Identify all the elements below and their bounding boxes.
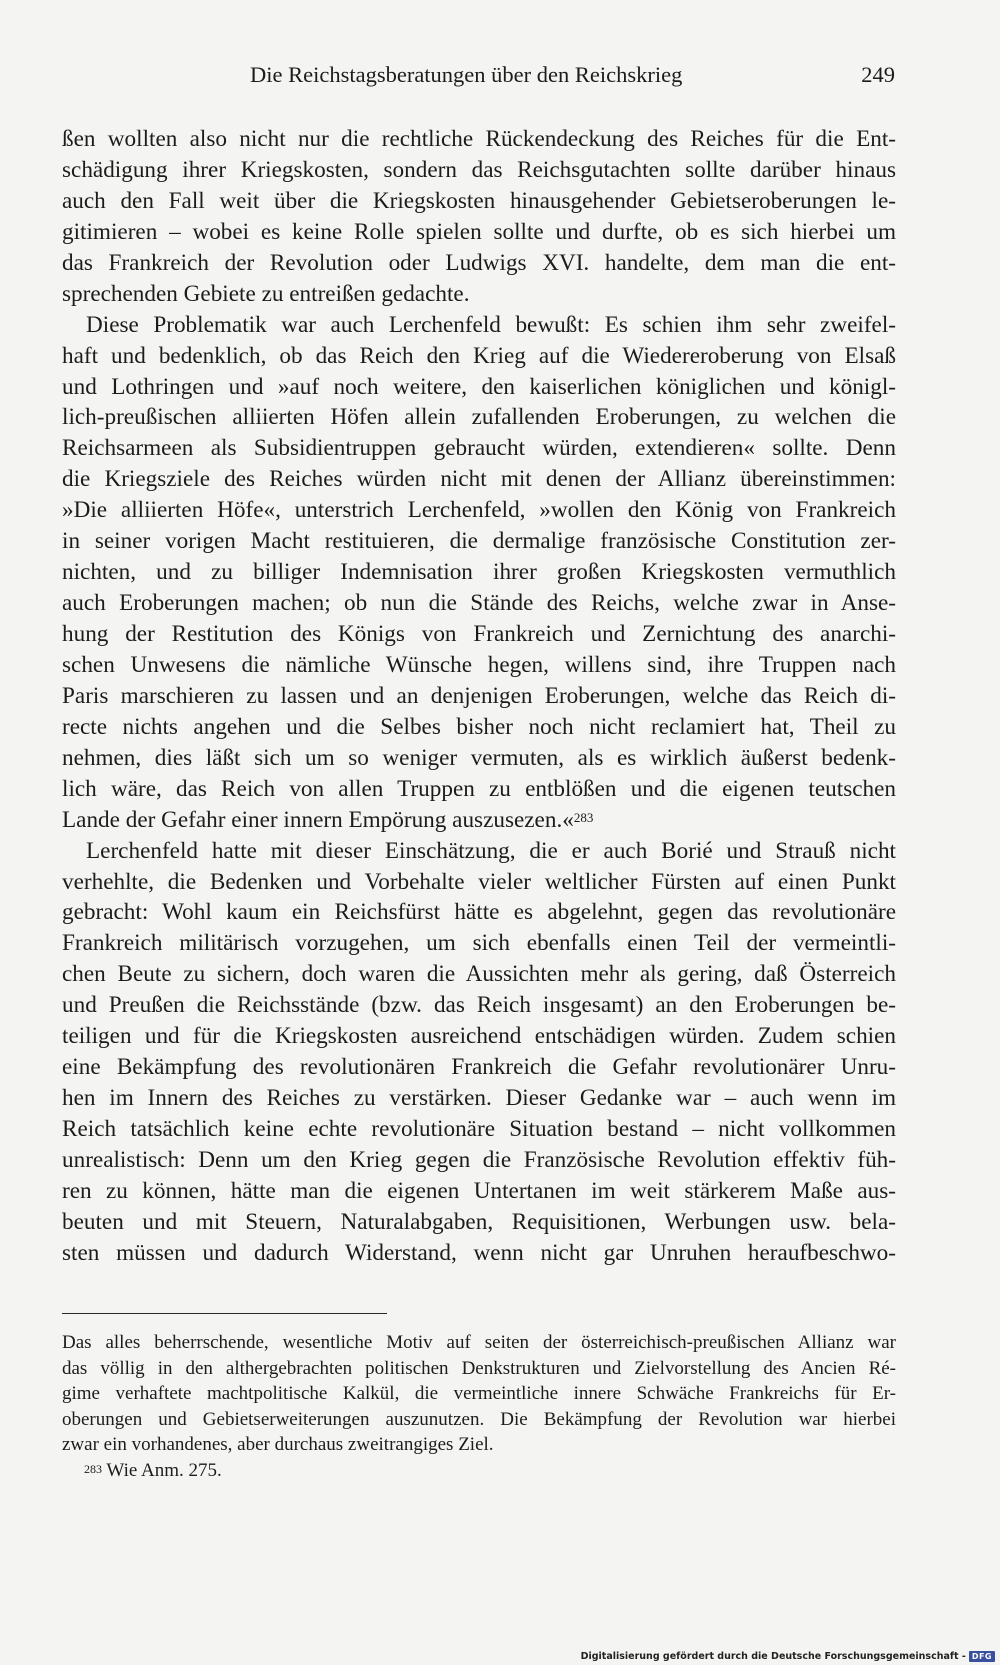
- page-number: 249: [861, 62, 895, 87]
- text-line: [62, 805, 896, 836]
- text-line: lich wäre, das Reich von allen Truppen zu entblößen und die eigenen teutschen: [62, 775, 896, 802]
- text-line: Diese Problematik war auch Lerchenfeld bewußt: Es schien ihm sehr zweifel-: [86, 311, 896, 338]
- text-line: haft und bedenklich, ob das Reich den Krieg auf die Wiedereroberung von Elsaß: [62, 342, 896, 369]
- text-line: Frankreich militärisch vorzugehen, um sich ebenfalls einen Teil der vermeintli-: [62, 930, 896, 957]
- text-line: recte nichts angehen und die Selbes bisher noch nicht reclamiert hat, Theil zu: [62, 713, 896, 740]
- running-title: Die Reichstagsberatungen über den Reichskrieg: [250, 62, 683, 87]
- text-line: unrealistisch: Denn um den Krieg gegen die Französische Revolution effektiv füh-: [62, 1146, 896, 1173]
- footnote-line: Das alles beherrschende, wesentliche Motiv auf seiten der österreichisch-preußischen Allianz war: [62, 1332, 896, 1353]
- text-line: nichten, und zu billiger Indemnisation ihrer großen Kriegskosten vermuthlich: [62, 559, 896, 586]
- text-line: Reichsarmeen als Subsidientruppen gebraucht würden, extendieren« sollte. Denn: [62, 435, 896, 462]
- footnote-line: gime verhaftete machtpolitische Kalkül, die vermeintliche innere Schwäche Frankreichs für Er-: [62, 1383, 896, 1405]
- footnote-line: oberungen und Gebietserweiterungen auszunutzen. Die Bekämpfung der Revolution war hierbei: [62, 1408, 896, 1430]
- text-line: Reich tatsächlich keine echte revolutionäre Situation bestand – nicht vollkommen: [62, 1116, 896, 1142]
- text-line: beuten und mit Steuern, Naturalabgaben, Requisitionen, Werbungen usw. bela-: [62, 1208, 896, 1235]
- text-line: hung der Restitution des Königs von Frankreich und Zernichtung des anarchi-: [62, 621, 896, 647]
- footnote-283: [62, 1458, 896, 1484]
- footnote-reference: 283: [573, 809, 594, 825]
- text-line: gitimieren – wobei es keine Rolle spielen sollte und durfte, ob es sich hierbei um: [62, 218, 896, 245]
- text-line: schen Unwesens die nämliche Wünsche hegen, willens sind, ihre Truppen nach: [62, 651, 896, 678]
- footnotes: [62, 1330, 896, 1484]
- text-line: hen im Innern des Reiches zu verstärken. Dieser Gedanke war – auch wenn im: [62, 1085, 896, 1112]
- text-line: in seiner vorigen Macht restituieren, die dermalige französische Constitution zer-: [62, 528, 896, 555]
- text-line: auch Eroberungen machen; ob nun die Stände des Reichs, welche zwar in Anse-: [62, 590, 896, 617]
- text-line: ßen wollten also nicht nur die rechtliche Rückendeckung des Reiches für die Ent-: [62, 126, 896, 152]
- dfg-logo: DFG: [969, 1651, 995, 1662]
- footnote-line: das völlig in den althergebrachten politischen Denkstrukturen und Zielvorstellung des Ancien Ré-: [62, 1357, 896, 1379]
- text-line: verhehlte, die Bedenken und Vorbehalte vieler weltlicher Fürsten auf einen Punkt: [62, 868, 896, 895]
- credit-text: Digitalisierung gefördert durch die Deutsche Forschungsgemeinschaft -: [580, 1650, 966, 1662]
- footnote-number: 283: [84, 1461, 102, 1476]
- text-line: und Lothringen und »auf noch weitere, den kaiserlichen königlichen und königl-: [62, 373, 896, 400]
- text-line-content: Lande der Gefahr einer innern Empörung auszusezen.«: [62, 806, 574, 833]
- text-line: sprechenden Gebiete zu entreißen gedachte.: [62, 280, 470, 307]
- text-line: chen Beute zu sichern, doch waren die Aussichten mehr als gering, daß Österreich: [62, 961, 896, 988]
- text-line: lich-preußischen alliierten Höfen allein zufallenden Eroberungen, zu welchen die: [62, 404, 896, 431]
- digitization-credit: [581, 1649, 995, 1663]
- body-text: [62, 124, 896, 1269]
- text-line: nehmen, dies läßt sich um so weniger vermuten, als es wirklich äußerst bedenk-: [62, 744, 896, 771]
- text-line: Paris marschieren zu lassen und an denjenigen Eroberungen, welche das Reich di-: [62, 682, 896, 709]
- text-line: eine Bekämpfung des revolutionären Frankreich die Gefahr revolutionärer Unru-: [62, 1054, 896, 1081]
- footnote-divider: [62, 1313, 387, 1314]
- text-line: gebracht: Wohl kaum ein Reichsfürst hätte es abgelehnt, gegen das revolutionäre: [62, 899, 896, 926]
- text-line: und Preußen die Reichsstände (bzw. das Reich insgesamt) an den Eroberungen be-: [62, 992, 896, 1019]
- running-header: [250, 62, 895, 98]
- text-line: teiligen und für die Kriegskosten ausreichend entschädigen würden. Zudem schien: [62, 1023, 896, 1050]
- text-line: das Frankreich der Revolution oder Ludwigs XVI. handelte, dem man die ent-: [62, 249, 896, 276]
- text-line: auch den Fall weit über die Kriegskosten hinausgehender Gebietseroberungen le-: [62, 187, 896, 214]
- text-line: schädigung ihrer Kriegskosten, sondern das Reichsgutachten sollte darüber hinaus: [62, 156, 896, 183]
- text-line: Lerchenfeld hatte mit dieser Einschätzung, die er auch Borié und Strauß nicht: [86, 837, 896, 864]
- text-line: ren zu können, hätte man die eigenen Untertanen im weit stärkerem Maße aus-: [62, 1177, 896, 1204]
- text-line: sten müssen und dadurch Widerstand, wenn nicht gar Unruhen heraufbeschwo-: [62, 1239, 896, 1266]
- text-line: »Die alliierten Höfe«, unterstrich Lerchenfeld, »wollen den König von Frankreich: [62, 497, 896, 524]
- footnote-text: Wie Anm. 275.: [106, 1459, 222, 1481]
- footnote-line: zwar ein vorhandenes, aber durchaus zweitrangiges Ziel.: [62, 1434, 494, 1456]
- text-line: die Kriegsziele des Reiches würden nicht mit denen der Allianz übereinstimmen:: [62, 466, 896, 493]
